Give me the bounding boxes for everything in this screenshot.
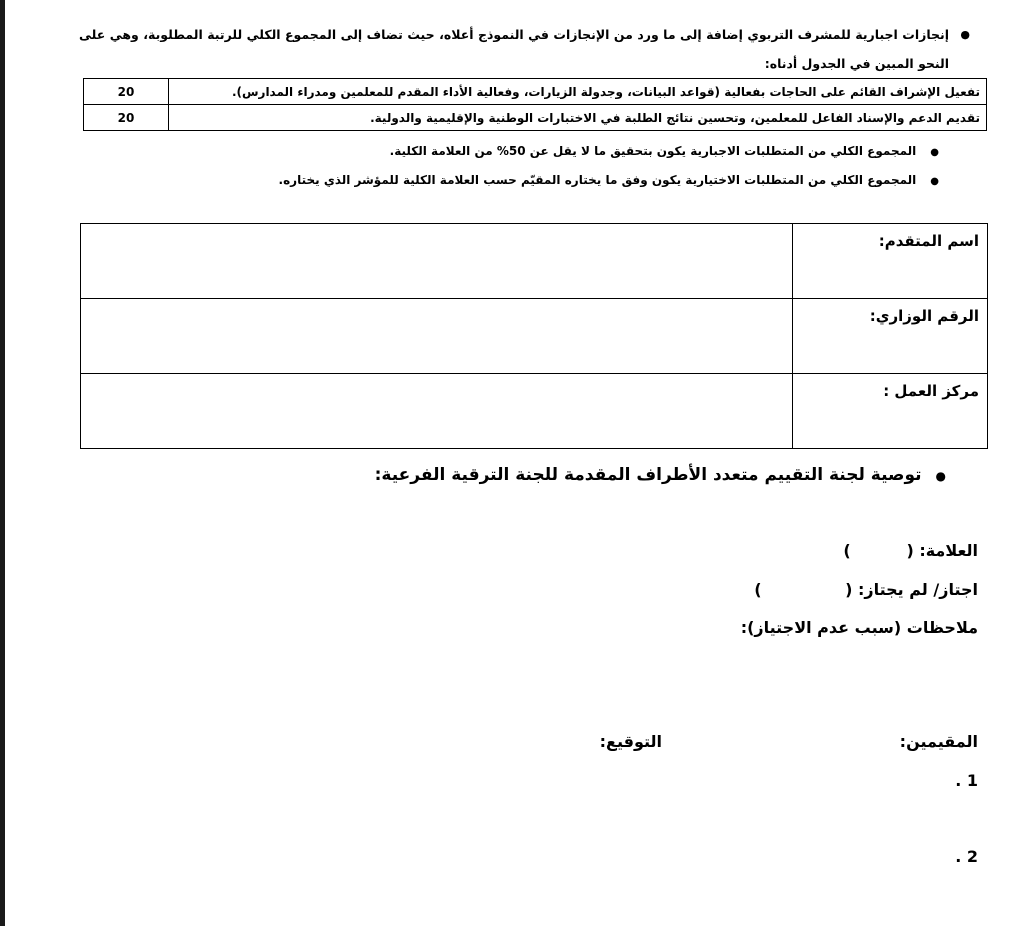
table-row	[84, 79, 987, 105]
note-text: المجموع الكلي من المتطلبات الاختيارية يكون وفق ما يختاره المقيّم حسب العلامة الكلية للمؤشر الذي يختاره.	[278, 173, 917, 187]
note-text: المجموع الكلي من المتطلبات الاجبارية يكون بتحقيق ما لا يقل عن 50% من العلامة الكلية.	[389, 144, 917, 158]
evaluators-label: المقيمين:	[899, 732, 978, 751]
signature-label: التوقيع:	[599, 732, 662, 751]
requirements-table	[83, 78, 987, 131]
table-row	[81, 374, 988, 449]
work-center-field[interactable]	[81, 374, 793, 449]
page-edge-bar	[0, 0, 5, 926]
pass-fail-field: اجتاز/ لم يجتاز: ( )	[754, 580, 978, 599]
applicant-name-label: اسم المتقدم:	[793, 224, 988, 299]
mark-field: العلامة: ( )	[843, 541, 978, 560]
bullet-icon: ●	[930, 176, 939, 187]
table-row	[84, 105, 987, 131]
note-optional	[279, 173, 939, 187]
requirement-score: 20	[84, 105, 169, 131]
bullet-icon: ●	[935, 469, 946, 483]
recommendation-heading	[375, 465, 946, 485]
evaluator-item-2: . 2	[955, 847, 978, 866]
evaluator-item-1: . 1	[955, 771, 978, 790]
requirement-text: تقديم الدعم والإسناد الفاعل للمعلمين، وتحسين نتائج الطلبة في الاختبارات الوطنية والإقليمية والدولية.	[169, 105, 987, 131]
remarks-field: ملاحظات (سبب عدم الاجتياز):	[740, 618, 978, 637]
requirement-score: 20	[84, 79, 169, 105]
requirement-text: تفعيل الإشراف القائم على الحاجات بفعالية (قواعد البيانات، وجدولة الزيارات، وفعالية الأداء المقدم للمعلمين ومدراء المدارس).	[169, 79, 987, 105]
ministry-number-label: الرقم الوزاري:	[793, 299, 988, 374]
intro-paragraph	[79, 20, 970, 78]
recommendation-text: توصية لجنة التقييم متعدد الأطراف المقدمة للجنة الترقية الفرعية:	[374, 465, 922, 485]
note-mandatory	[390, 144, 939, 158]
bullet-icon: ●	[960, 28, 970, 41]
work-center-label: مركز العمل :	[793, 374, 988, 449]
ministry-number-field[interactable]	[81, 299, 793, 374]
bullet-icon: ●	[930, 147, 939, 158]
table-row	[81, 299, 988, 374]
applicant-info-table	[80, 223, 988, 449]
intro-text: إنجازات اجبارية للمشرف التربوي إضافة إلى ما ورد من الإنجازات في النموذج أعلاه، حيث تضاف إلى المجموع الكلي للرتبة المطلوبة، وهي على النحو المبين في الجدول أدناه:	[79, 27, 949, 71]
table-row	[81, 224, 988, 299]
applicant-name-field[interactable]	[81, 224, 793, 299]
